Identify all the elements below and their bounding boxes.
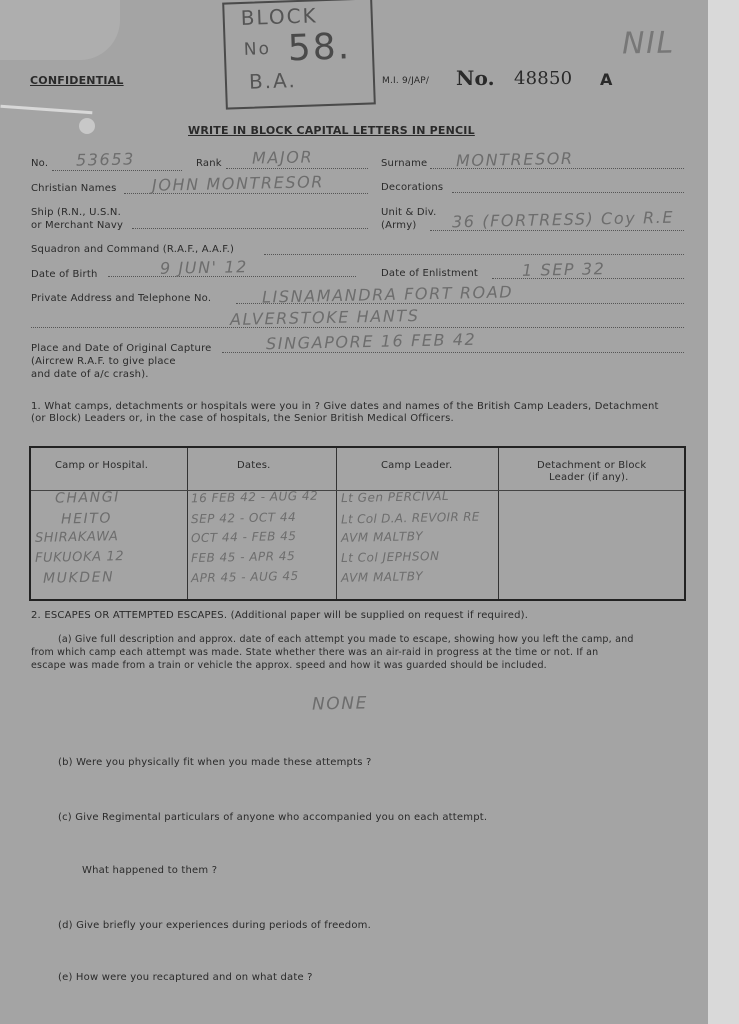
ship-label-1: Ship (R.N., U.S.N. bbox=[31, 207, 121, 218]
table-row-3-leader: AVM MALTBY bbox=[340, 529, 424, 545]
question2a-line2: from which camp each attempt was made. State whether there was an air-raid in progress at the time or not. If an bbox=[31, 647, 599, 658]
question2c-followup: What happened to them ? bbox=[82, 865, 218, 876]
corner-note: NIL bbox=[621, 25, 676, 62]
question2a-line3: escape was made from a train or vehicle the approx. speed and how it was guarded should be included. bbox=[31, 660, 547, 671]
table-row-4-leader: Lt Col JEPHSON bbox=[340, 548, 440, 566]
dob-value: 9 JUN' 12 bbox=[159, 257, 249, 278]
no-label: No. bbox=[31, 158, 49, 169]
table-row-2-camp: HEITO bbox=[60, 510, 113, 528]
capture-label-1: Place and Date of Original Capture bbox=[31, 343, 212, 354]
surname-value: MONTRESOR bbox=[455, 148, 574, 171]
table-header-dates: Dates. bbox=[237, 460, 271, 471]
table-row-1-camp: CHANGI bbox=[54, 489, 121, 507]
rank-value: MAJOR bbox=[251, 147, 314, 168]
stamp-ba-text: B.A. bbox=[248, 68, 298, 94]
question2-heading: 2. ESCAPES OR ATTEMPTED ESCAPES. (Additional paper will be supplied on request if required). bbox=[31, 610, 529, 621]
table-row-1-dates: 16 FEB 42 - AUG 42 bbox=[190, 488, 319, 506]
ref-no-label: No. bbox=[456, 66, 495, 90]
unit-label-1: Unit & Div. bbox=[381, 207, 437, 218]
table-row-2-dates: SEP 42 - OCT 44 bbox=[190, 509, 297, 527]
table-row-4-dates: FEB 45 - APR 45 bbox=[190, 548, 296, 566]
question1-line2: (or Block) Leaders or, in the case of hospitals, the Senior British Medical Officers. bbox=[31, 413, 454, 424]
question2b: (b) Were you physically fit when you made these attempts ? bbox=[58, 757, 372, 768]
punch-hole bbox=[79, 118, 95, 134]
table-header-detachment-1: Detachment or Block bbox=[537, 460, 647, 471]
table-header-camp: Camp or Hospital. bbox=[55, 460, 149, 471]
ref-label: M.I. 9/JAP/ bbox=[382, 76, 430, 86]
dob-label: Date of Birth bbox=[31, 269, 98, 280]
question1-line1: 1. What camps, detachments or hospitals were you in ? Give dates and names of the British Camp Leaders, Detachment bbox=[31, 401, 659, 412]
decorations-label: Decorations bbox=[381, 182, 444, 193]
block-stamp bbox=[222, 0, 376, 110]
christian-names-value: JOHN MONTRESOR bbox=[151, 172, 325, 195]
ref-suffix: A bbox=[600, 70, 613, 89]
unit-value: 36 (FORTRESS) Coy R.E bbox=[451, 207, 675, 232]
table-row-5-camp: MUKDEN bbox=[42, 569, 115, 587]
rank-label: Rank bbox=[196, 158, 222, 169]
squadron-label: Squadron and Command (R.A.F., A.A.F.) bbox=[31, 244, 235, 255]
question2d: (d) Give briefly your experiences during periods of freedom. bbox=[58, 920, 371, 931]
address-label: Private Address and Telephone No. bbox=[31, 293, 212, 304]
stamp-no-text: No bbox=[243, 38, 272, 60]
unit-label-2: (Army) bbox=[381, 220, 417, 231]
table-row-3-camp: SHIRAKAWA bbox=[34, 529, 119, 546]
page-edge bbox=[708, 0, 739, 1024]
christian-names-label: Christian Names bbox=[31, 183, 117, 194]
question2a-line1: (a) Give full description and approx. date of each attempt you made to escape, showing how you left the camp, and bbox=[58, 634, 634, 645]
enlistment-value: 1 SEP 32 bbox=[521, 259, 606, 280]
stamp-number: 58. bbox=[287, 26, 352, 70]
confidential-label: CONFIDENTIAL bbox=[30, 74, 124, 87]
table-header-leader: Camp Leader. bbox=[381, 460, 453, 471]
table-row-5-dates: APR 45 - AUG 45 bbox=[190, 568, 299, 586]
surname-label: Surname bbox=[381, 158, 428, 169]
stamp-block-text: BLOCK bbox=[240, 3, 319, 31]
address-value-2: ALVERSTOKE HANTS bbox=[229, 306, 420, 329]
question2c: (c) Give Regimental particulars of anyone who accompanied you on each attempt. bbox=[58, 812, 488, 823]
address-value-1: LISNAMANDRA FORT ROAD bbox=[261, 282, 514, 307]
enlistment-label: Date of Enlistment bbox=[381, 268, 478, 279]
ship-label-2: or Merchant Navy bbox=[31, 220, 124, 231]
table-header-detachment-2: Leader (if any). bbox=[549, 472, 629, 483]
table-row-4-camp: FUKUOKA 12 bbox=[34, 549, 125, 566]
instruction-heading: WRITE IN BLOCK CAPITAL LETTERS IN PENCIL bbox=[188, 124, 475, 137]
capture-label-3: and date of a/c crash). bbox=[31, 369, 149, 380]
capture-label-2: (Aircrew R.A.F. to give place bbox=[31, 356, 176, 367]
question2a-answer: NONE bbox=[311, 693, 369, 715]
table-row-1-leader: Lt Gen PERCIVAL bbox=[340, 488, 450, 506]
table-row-5-leader: AVM MALTBY bbox=[340, 569, 424, 585]
question2e: (e) How were you recaptured and on what date ? bbox=[58, 972, 313, 983]
capture-value: SINGAPORE 16 FEB 42 bbox=[265, 329, 477, 354]
no-value: 53653 bbox=[75, 149, 136, 170]
table-row-3-dates: OCT 44 - FEB 45 bbox=[190, 528, 297, 546]
camps-table bbox=[29, 446, 686, 601]
ref-number: 48850 bbox=[514, 68, 573, 89]
table-row-2-leader: Lt Col D.A. REVOIR RE bbox=[340, 509, 480, 527]
